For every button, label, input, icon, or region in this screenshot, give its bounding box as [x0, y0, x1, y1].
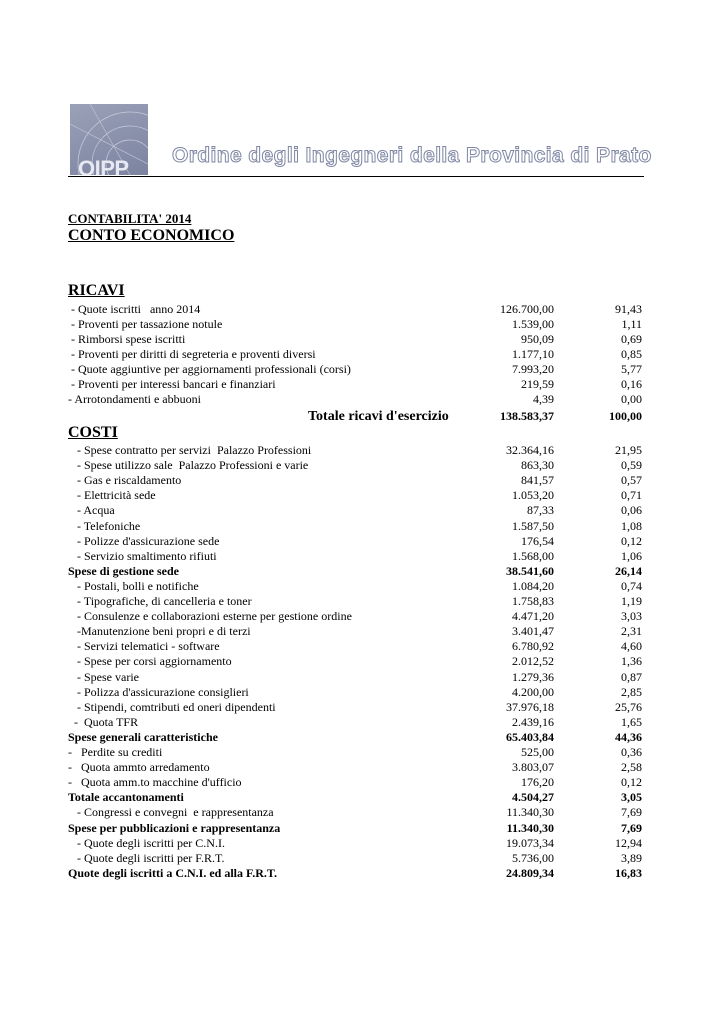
- table-row: [68, 302, 644, 317]
- row-percent: 12,94: [615, 835, 642, 850]
- row-percent: 1,08: [621, 518, 642, 533]
- row-percent: 5,77: [621, 362, 642, 376]
- row-percent: 44,36: [615, 729, 642, 744]
- table-row: [68, 670, 644, 685]
- table-row: [68, 851, 644, 866]
- subtotal-row: [68, 790, 644, 805]
- row-label: - Perdite su crediti: [68, 745, 163, 759]
- row-label: - Spese per corsi aggiornamento: [68, 654, 232, 669]
- subtotal-row: [68, 564, 644, 579]
- row-percent: 21,95: [615, 443, 642, 457]
- row-percent: 0,59: [621, 458, 642, 473]
- row-percent: 1,36: [621, 654, 642, 669]
- row-percent: 0,12: [621, 533, 642, 548]
- row-percent: 0,74: [621, 578, 642, 593]
- row-percent: 25,76: [615, 699, 642, 714]
- table-row: [68, 654, 644, 669]
- row-amount: 1.053,20: [512, 488, 554, 503]
- table-row: [68, 488, 644, 503]
- row-amount: 37.976,18: [506, 699, 554, 714]
- row-percent: 0,57: [621, 473, 642, 488]
- table-row: [68, 700, 644, 715]
- table-row: [68, 392, 644, 407]
- row-percent: 1,11: [621, 317, 642, 331]
- table-row: [68, 317, 644, 332]
- row-label: - Quota ammto arredamento: [68, 760, 210, 775]
- row-label: - Stipendi, comtributi ed oneri dipendenti: [68, 699, 276, 714]
- row-label: - Arrotondamenti e abbuoni: [68, 392, 201, 406]
- costi-heading: COSTI: [68, 424, 118, 441]
- row-amount: 1.587,50: [512, 518, 554, 533]
- row-amount: 4.471,20: [512, 609, 554, 624]
- row-label: - Polizza d'assicurazione consiglieri: [68, 684, 249, 699]
- row-label: - Rimborsi spese iscritti: [68, 332, 186, 346]
- row-percent: 3,05: [621, 790, 642, 805]
- row-amount: 176,20: [521, 775, 554, 790]
- table-row: [68, 377, 644, 392]
- document-subtitle: CONTO ECONOMICO: [68, 227, 235, 244]
- total-amount: 138.583,37: [500, 409, 554, 423]
- row-label: - Spese contratto per servizi Palazzo Professioni: [68, 443, 312, 457]
- row-amount: 11.340,30: [506, 820, 554, 835]
- row-percent: 0,12: [621, 775, 642, 790]
- row-label: - Tipografiche, di cancelleria e toner: [68, 594, 252, 608]
- oipp-logo: [70, 104, 148, 175]
- ricavi-heading: RICAVI: [68, 282, 125, 299]
- total-percent: 100,00: [609, 409, 642, 423]
- row-label: Spese di gestione sede: [68, 563, 179, 578]
- row-amount: 1.279,36: [512, 669, 554, 684]
- row-amount: 2.439,16: [512, 714, 554, 729]
- row-label: - Proventi per tassazione notule: [68, 317, 223, 331]
- row-percent: 4,60: [621, 639, 642, 654]
- row-label: - Polizze d'assicurazione sede: [68, 533, 220, 548]
- table-row: [68, 362, 644, 377]
- table-row: [68, 473, 644, 488]
- table-row: [68, 347, 644, 362]
- table-row: [68, 836, 644, 851]
- row-amount: 219,59: [521, 377, 554, 391]
- row-percent: 0,00: [621, 392, 642, 406]
- row-label: - Congressi e convegni e rappresentanza: [68, 805, 274, 820]
- row-label: - Proventi per interessi bancari e finanziari: [68, 377, 276, 391]
- header-divider: [68, 176, 644, 177]
- row-label: -Manutenzione beni propri e di terzi: [68, 624, 251, 639]
- row-amount: 87,33: [527, 503, 554, 518]
- row-label: Spese generali caratteristiche: [68, 729, 218, 744]
- row-amount: 19.073,34: [506, 835, 554, 850]
- row-percent: 1,65: [621, 714, 642, 729]
- row-amount: 176,54: [521, 533, 554, 548]
- table-row: [68, 624, 644, 639]
- table-row: [68, 745, 644, 760]
- row-label: - Elettricità sede: [68, 488, 156, 503]
- row-amount: 4,39: [533, 392, 554, 406]
- row-percent: 0,06: [621, 503, 642, 518]
- row-amount: 3.803,07: [512, 760, 554, 775]
- row-percent: 26,14: [615, 563, 642, 578]
- row-label: - Acqua: [68, 503, 115, 518]
- row-amount: 1.084,20: [512, 578, 554, 593]
- table-row: [68, 685, 644, 700]
- table-row: [68, 715, 644, 730]
- row-amount: 841,57: [521, 473, 554, 488]
- table-row: [68, 579, 644, 594]
- row-label: - Consulenze e collaborazioni esterne per gestione ordine: [68, 609, 352, 624]
- row-percent: 2,31: [621, 624, 642, 639]
- subtotal-row: [68, 730, 644, 745]
- row-amount: 7.993,20: [512, 362, 554, 376]
- org-name-heading: Ordine degli Ingegneri della Provincia di Prato: [172, 144, 652, 167]
- row-label: - Spese varie: [68, 669, 139, 684]
- row-amount: 2.012,52: [512, 654, 554, 669]
- row-label: Totale accantonamenti: [68, 790, 184, 805]
- row-percent: 0,16: [621, 377, 642, 391]
- row-percent: 3,03: [621, 609, 642, 624]
- row-amount: 32.364,16: [506, 443, 554, 457]
- row-amount: 3.401,47: [512, 624, 554, 639]
- row-amount: 525,00: [521, 745, 554, 759]
- row-label: - Quote iscritti anno 2014: [68, 302, 201, 316]
- total-label: Totale ricavi d'esercizio: [308, 409, 449, 424]
- row-amount: 65.403,84: [506, 729, 554, 744]
- row-amount: 950,09: [521, 332, 554, 346]
- table-row: [68, 594, 644, 609]
- table-row: [68, 519, 644, 534]
- row-label: - Quote aggiuntive per aggiornamenti professionali (corsi): [68, 362, 351, 376]
- table-row: [68, 639, 644, 654]
- row-percent: 2,85: [621, 684, 642, 699]
- row-label: - Quota amm.to macchine d'ufficio: [68, 775, 242, 790]
- row-label: - Telefoniche: [68, 518, 141, 533]
- subtotal-row: [68, 866, 644, 881]
- row-amount: 4.504,27: [512, 790, 554, 805]
- row-percent: 7,69: [621, 820, 642, 835]
- row-percent: 0,69: [621, 332, 642, 346]
- row-percent: 1,19: [621, 594, 642, 608]
- table-row: [68, 332, 644, 347]
- row-percent: 7,69: [621, 805, 642, 820]
- row-label: Quote degli iscritti a C.N.I. ed alla F.R.T.: [68, 865, 277, 880]
- table-row: [68, 609, 644, 624]
- row-label: - Servizio smaltimento rifiuti: [68, 548, 217, 563]
- row-amount: 6.780,92: [512, 639, 554, 654]
- row-amount: 1.568,00: [512, 548, 554, 563]
- row-amount: 1.758,83: [512, 594, 554, 608]
- subtotal-row: [68, 821, 644, 836]
- row-percent: 3,89: [621, 850, 642, 865]
- row-label: - Postali, bolli e notifiche: [68, 578, 199, 593]
- row-percent: 2,58: [621, 760, 642, 775]
- table-row: [68, 805, 644, 820]
- row-label: - Quota TFR: [68, 714, 139, 729]
- logo-text: OIPP: [78, 156, 129, 175]
- row-amount: 863,30: [521, 458, 554, 473]
- row-amount: 38.541,60: [506, 563, 554, 578]
- row-percent: 0,87: [621, 669, 642, 684]
- table-row: [68, 760, 644, 775]
- row-percent: 91,43: [615, 302, 642, 316]
- row-label: - Proventi per diritti di segreteria e proventi diversi: [68, 347, 316, 361]
- row-label: - Gas e riscaldamento: [68, 473, 182, 488]
- ricavi-total-row: [68, 408, 644, 425]
- row-amount: 1.539,00: [512, 317, 554, 331]
- row-label: - Spese utilizzo sale Palazzo Professioni e varie: [68, 458, 309, 473]
- table-row: [68, 775, 644, 790]
- row-label: - Quote degli iscritti per C.N.I.: [68, 835, 225, 850]
- row-label: - Servizi telematici - software: [68, 639, 220, 654]
- row-percent: 0,36: [621, 745, 642, 759]
- row-amount: 5.736,00: [512, 850, 554, 865]
- table-row: [68, 534, 644, 549]
- row-percent: 0,71: [621, 488, 642, 503]
- row-percent: 1,06: [621, 548, 642, 563]
- row-amount: 24.809,34: [506, 865, 554, 880]
- row-amount: 4.200,00: [512, 684, 554, 699]
- row-percent: 16,83: [615, 865, 642, 880]
- table-row: [68, 503, 644, 518]
- table-row: [68, 549, 644, 564]
- row-percent: 0,85: [621, 347, 642, 361]
- document-title: CONTABILITA' 2014: [68, 211, 192, 226]
- table-row: [68, 443, 644, 458]
- table-row: [68, 458, 644, 473]
- row-label: Spese per pubblicazioni e rappresentanza: [68, 820, 281, 835]
- row-label: - Quote degli iscritti per F.R.T.: [68, 850, 225, 865]
- row-amount: 126.700,00: [500, 302, 554, 316]
- row-amount: 11.340,30: [506, 805, 554, 820]
- row-amount: 1.177,10: [512, 347, 554, 361]
